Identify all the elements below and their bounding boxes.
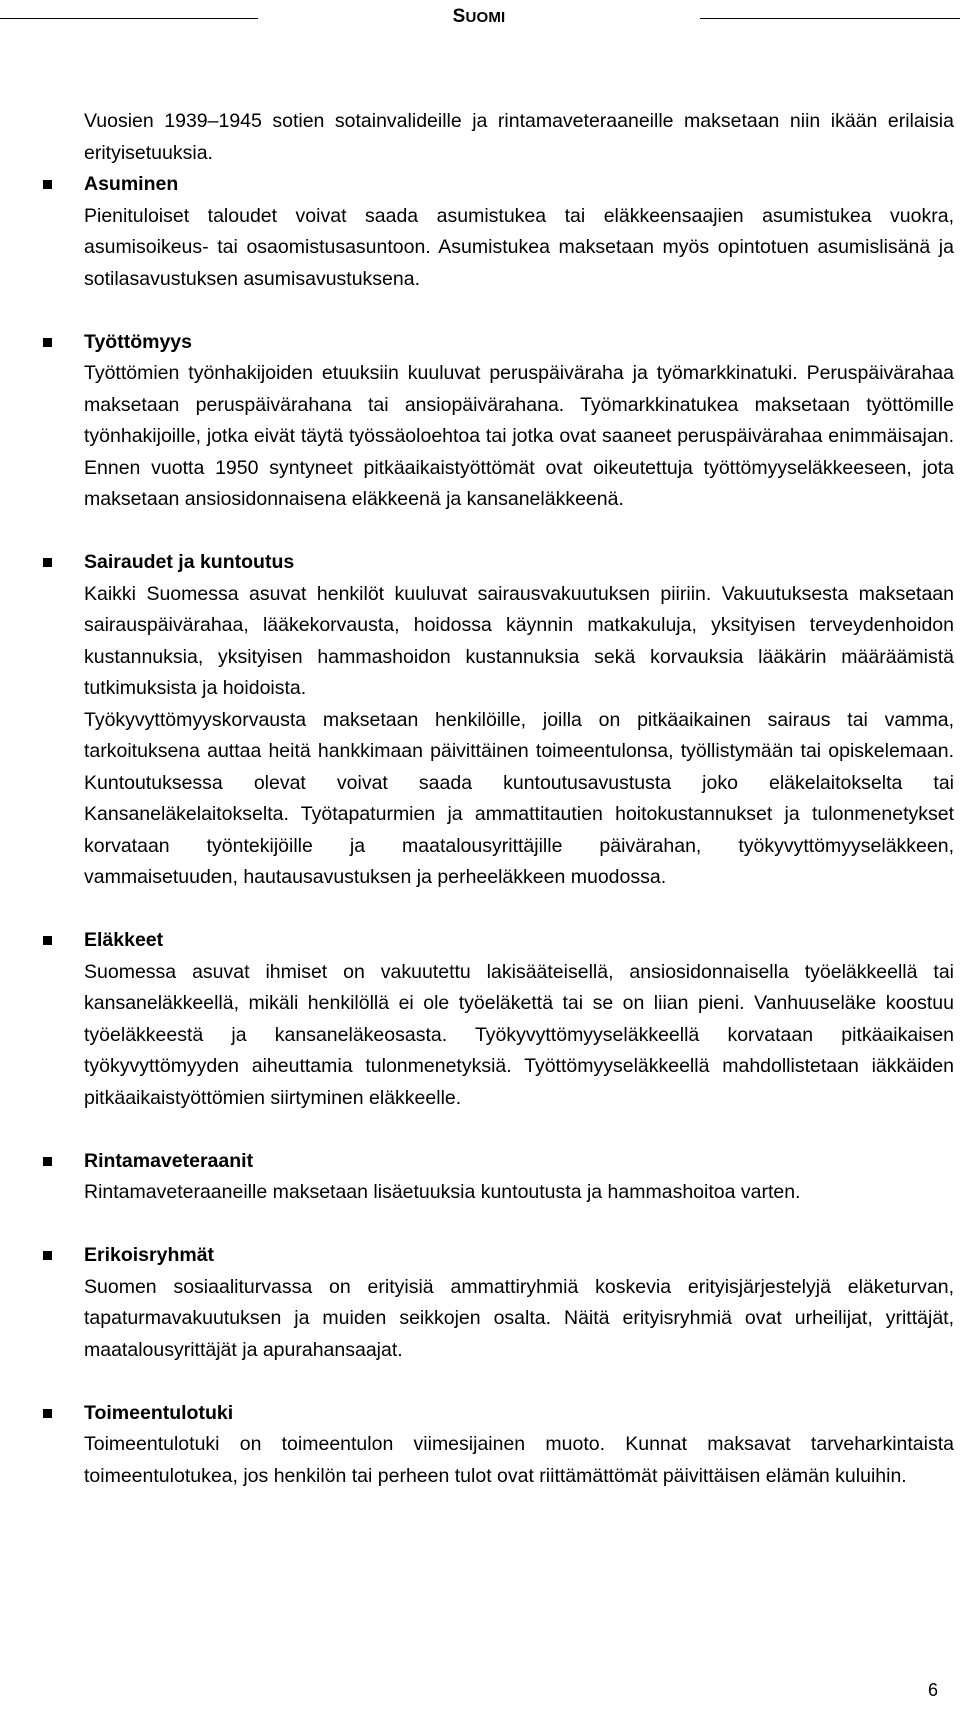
square-bullet-icon xyxy=(43,338,52,347)
section-paragraph: Suomessa asuvat ihmiset on vakuutettu lakisääteisellä, ansiosidonnaisella työeläkkeellä tai kansaneläkkeellä, mikäli henkilöllä ei ole työeläkettä tai se on liian pieni. Vanhuuseläke koostuu työeläkkeestä ja kansaneläkeosasta. Työkyvyttömyyseläkkeellä korvataan pitkäaikaisen työkyvyttömyyden aiheuttamia tulonmenetyksiä. Työttömyyseläkkeellä mahdollistetaan iäkkäiden pitkäaikaistyöttömien siirtyminen eläkkeelle. xyxy=(84,960,954,1109)
header-title-initial: S xyxy=(452,6,466,27)
document-body xyxy=(84,106,954,1524)
section-title: Sairaudet ja kuntoutus xyxy=(84,551,295,573)
square-bullet-icon xyxy=(43,936,52,945)
section-title: Erikoisryhmät xyxy=(84,1244,215,1266)
section-title: Työttömyys xyxy=(84,330,192,353)
page-header xyxy=(0,6,960,36)
intro-paragraph: Vuosien 1939–1945 sotien sotainvalideille ja rintamaveteraaneille maksetaan niin ikään erilaisia erityisetuuksia. xyxy=(84,110,954,164)
square-bullet-icon xyxy=(43,1251,52,1260)
header-rule-left xyxy=(0,18,258,19)
section-erikoisryhmat xyxy=(84,1240,954,1366)
section-title: Asuminen xyxy=(84,173,179,195)
section-paragraph: Työkyvyttömyyskorvausta maksetaan henkilöille, joilla on pitkäaikainen sairaus tai vamma, tarkoituksena auttaa heitä hankkimaan päivittäinen toimeentulonsa, työllistymään tai opiskelemaan. Kuntoutuksessa olevat voivat saada kuntoutusavustusta joko eläkelaitokselta tai Kansaneläkelaitokselta. Työtapaturmien ja ammattitautien hoitokustannukset ja tulonmenetykset korvataan työntekijöille ja maatalousyrittäjille päivärahan, työkyvyttömyyseläkkeen, vammaisetuuden, hautausavustuksen ja perheeläkkeen muodossa. xyxy=(84,708,954,888)
header-title xyxy=(258,6,700,28)
square-bullet-icon xyxy=(43,558,52,567)
square-bullet-icon xyxy=(43,1157,52,1166)
section-paragraph: Työttömien työnhakijoiden etuuksiin kuuluvat peruspäiväraha ja työmarkkinatuki. Peruspäivärahaa maksetaan peruspäivärahana tai ansiopäivärahana. Työmarkkinatukea maksetaan työttömille työnhakijoille, jotka eivät täytä työssäoloehtoa tai jotka ovat saaneet peruspäivärahaa enimmäisajan. Ennen vuotta 1950 syntyneet pitkäaikaistyöttömät ovat oikeutettuja työttömyyseläkkeeseen, jota maksetaan ansiosidonnaisena eläkkeenä ja kansaneläkkeenä. xyxy=(84,362,954,510)
section-paragraph: Pienituloiset taloudet voivat saada asumistukea tai eläkkeensaajien asumistukea vuokra, asumisoikeus- tai osaomistusasuntoon. Asumistukea maksetaan myös opintotuen asumislisänä ja sotilasavustuksen asumisavustuksena. xyxy=(84,204,954,290)
section-toimeentulotuki xyxy=(84,1398,954,1493)
header-rule-right xyxy=(700,18,960,19)
section-paragraph: Toimeentulotuki on toimeentulon viimesijainen muoto. Kunnat maksavat tarveharkintaista toimeentulotukea, jos henkilön tai perheen tulot ovat riittämättömät päivittäisen elämän kuluihin. xyxy=(84,1433,954,1487)
section-paragraph: Rintamaveteraaneille maksetaan lisäetuuksia kuntoutusta ja hammashoitoa varten. xyxy=(84,1181,801,1203)
section-title: Rintamaveteraanit xyxy=(84,1149,254,1172)
section-tyottomyys xyxy=(84,327,954,516)
section-title: Eläkkeet xyxy=(84,929,164,951)
header-title-rest: UOMI xyxy=(465,9,506,26)
section-rintamaveteraanit xyxy=(84,1146,954,1209)
section-sairaudet-ja-kuntoutus xyxy=(84,547,954,894)
page-number: 6 xyxy=(927,1680,938,1700)
square-bullet-icon xyxy=(43,180,52,189)
section-paragraph: Suomen sosiaaliturvassa on erityisiä ammattiryhmiä koskevia erityisjärjestelyjä eläketurvan, tapaturmavakuutuksen ja muiden seikkojen osalta. Näitä erityisryhmiä ovat urheilijat, yrittäjät, maatalousyrittäjät ja apurahansaajat. xyxy=(84,1275,954,1361)
square-bullet-icon xyxy=(43,1409,52,1418)
section-elakkeet xyxy=(84,925,954,1114)
section-asuminen xyxy=(84,169,954,295)
section-paragraph: Kaikki Suomessa asuvat henkilöt kuuluvat sairausvakuutuksen piiriin. Vakuutuksesta maksetaan sairauspäivärahaa, lääkekorvausta, hoidossa käynnin matkakuluja, yksityisen terveydenhoidon kustannuksia, yksityisen hammashoidon kustannuksia sekä korvauksia lääkärin määräämistä tutkimuksista ja hoidoista. xyxy=(84,582,954,699)
section-title: Toimeentulotuki xyxy=(84,1401,234,1424)
